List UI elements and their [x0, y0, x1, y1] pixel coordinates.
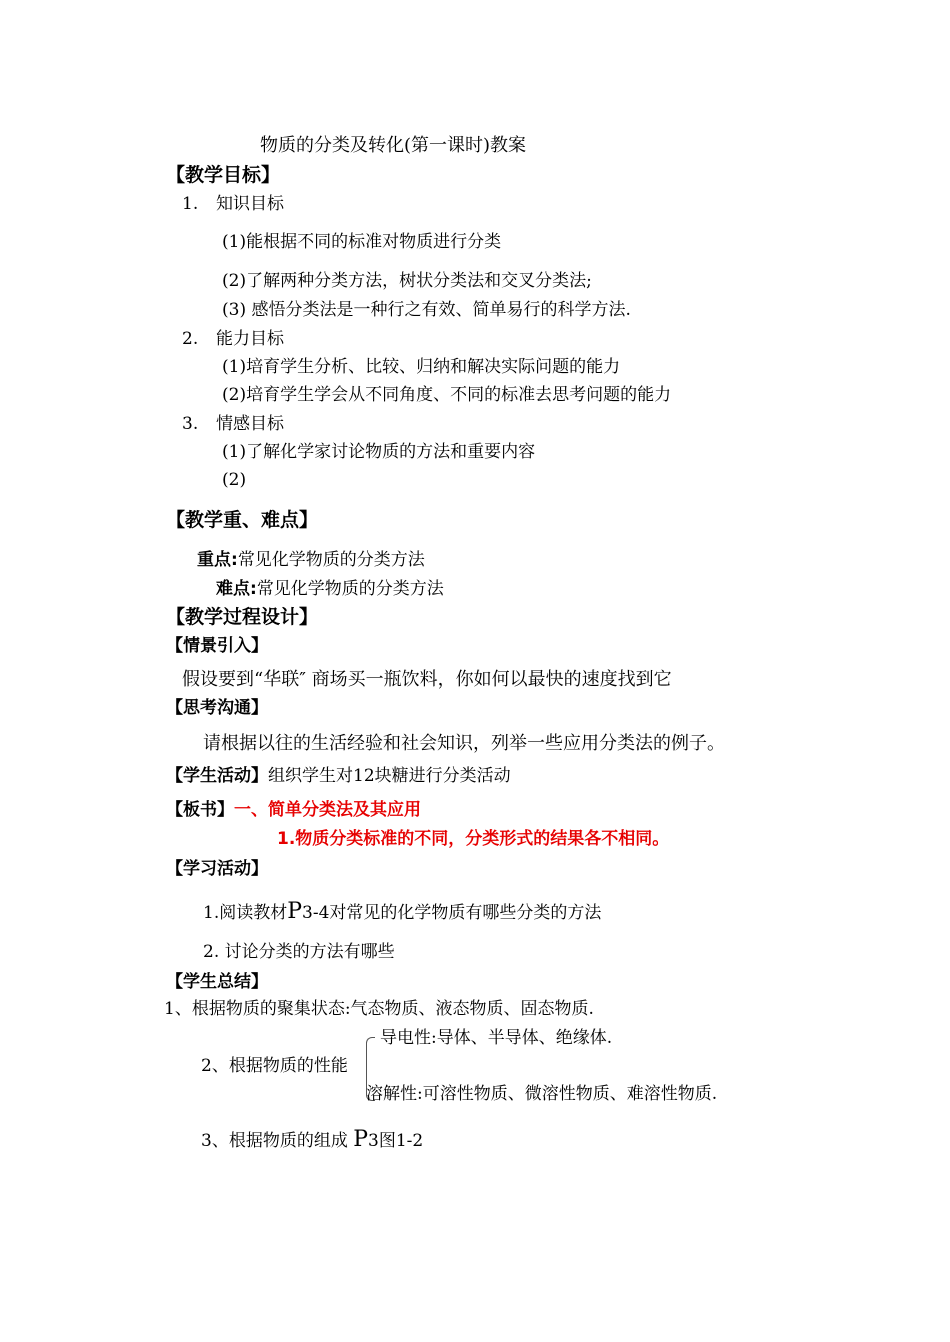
difficult-point-label: 难点: — [216, 579, 257, 599]
intro-text: 假设要到“华联″ 商场买一瓶饮料，你如何以最快的速度找到它 — [182, 669, 672, 690]
obj3-number: 3. — [182, 414, 199, 434]
obj3-label: 情感目标 — [216, 414, 284, 434]
obj1-item: (2)了解两种分类方法，树状分类法和交叉分类法; — [222, 271, 592, 291]
obj2-label: 能力目标 — [216, 329, 284, 349]
learn-item-1-end: 3-4对常见的化学物质有哪些分类的方法 — [302, 903, 602, 923]
difficult-point-text: 常见化学物质的分类方法 — [256, 579, 444, 599]
obj1-item: (1)能根据不同的标准对物质进行分类 — [222, 232, 502, 252]
obj1-number: 1. — [182, 194, 199, 214]
doc-title: 物质的分类及转化(第一课时)教案 — [260, 135, 527, 156]
key-point — [197, 550, 425, 570]
summary-heading: 【学生总结】 — [166, 972, 268, 992]
think-text: 请根据以往的生活经验和社会知识，列举一些应用分类法的例子。 — [203, 733, 725, 754]
summary-item-3-end: 3图1-2 — [368, 1131, 424, 1151]
summary-item-1: 1、根据物质的聚集状态:气态物质、液态物质、固态物质. — [164, 999, 594, 1019]
board-line — [166, 800, 421, 820]
obj3-item: (2) — [222, 470, 247, 490]
key-point-text: 常见化学物质的分类方法 — [237, 550, 425, 570]
process-heading: 【教学过程设计】 — [166, 606, 319, 628]
learn-item-2: 2. 讨论分类的方法有哪些 — [203, 942, 395, 962]
obj1-label: 知识目标 — [216, 194, 284, 214]
obj2-item: (1)培育学生分析、比较、归纳和解决实际问题的能力 — [222, 357, 621, 377]
summary-item-2-label: 2、根据物质的性能 — [201, 1056, 348, 1076]
summary-item-3 — [201, 1127, 423, 1153]
learn-item-1 — [203, 899, 601, 925]
summary-conductivity: 导电性:导体、半导体、绝缘体. — [380, 1028, 613, 1048]
learn-heading: 【学习活动】 — [166, 859, 268, 879]
summary-solubility: 溶解性:可溶性物质、微溶性物质、难溶性物质. — [366, 1084, 718, 1104]
intro-heading: 【情景引入】 — [166, 636, 268, 656]
summary-item-3-start: 3、根据物质的组成 — [201, 1131, 348, 1151]
objectives-heading: 【教学目标】 — [166, 164, 281, 186]
obj1-item: (3) 感悟分类法是一种行之有效、简单易行的科学方法. — [222, 300, 631, 320]
key-point-label: 重点: — [197, 550, 238, 570]
board-line-1: 一、简单分类法及其应用 — [234, 800, 421, 820]
obj3-item: (1)了解化学家讨论物质的方法和重要内容 — [222, 442, 536, 462]
board-heading: 【板书】 — [166, 800, 234, 820]
learn-item-1-p: P — [287, 899, 303, 924]
obj2-number: 2. — [182, 329, 199, 349]
keypoints-heading: 【教学重、难点】 — [166, 509, 319, 531]
difficult-point — [216, 579, 444, 599]
activity-line — [166, 766, 511, 786]
think-heading: 【思考沟通】 — [166, 698, 268, 718]
activity-heading: 【学生活动】 — [166, 766, 268, 786]
activity-text: 组织学生对12块糖进行分类活动 — [268, 766, 511, 786]
obj2-item: (2)培育学生学会从不同角度、不同的标准去思考问题的能力 — [222, 385, 672, 405]
learn-item-1-start: 1.阅读教材 — [203, 903, 288, 923]
board-line-2: 1.物质分类标准的不同，分类形式的结果各不相同。 — [277, 829, 670, 849]
summary-item-3-p: P — [353, 1127, 369, 1152]
